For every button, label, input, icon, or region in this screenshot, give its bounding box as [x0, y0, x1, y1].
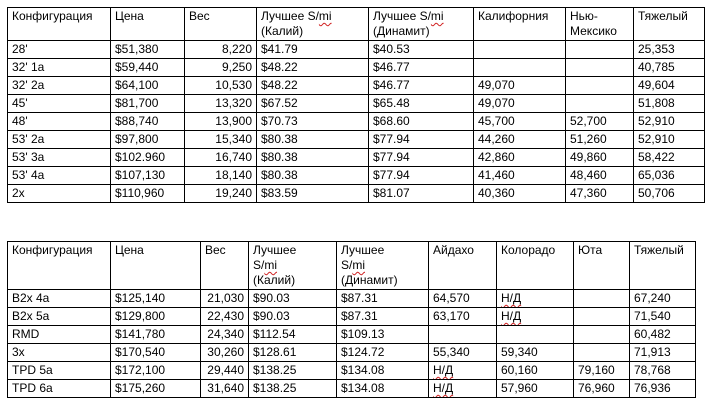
table-cell: 58,422 — [634, 149, 705, 167]
table-cell: $97,800 — [111, 131, 185, 149]
column-header: Тяжелый — [630, 242, 696, 290]
table-cell: Н/Д — [497, 308, 574, 326]
column-header: Лучшее S/mi (Динамит) — [337, 242, 429, 290]
table-cell: $67.52 — [257, 95, 369, 113]
table-cell: $81,700 — [111, 95, 185, 113]
table-cell: 24,340 — [201, 326, 249, 344]
table-row — [8, 131, 705, 149]
table-cell: $138.25 — [249, 362, 337, 380]
column-header: Цена — [111, 8, 185, 41]
table-cell: 76,936 — [630, 380, 696, 398]
table-cell: 13,900 — [185, 113, 257, 131]
table-row — [8, 326, 696, 344]
table-cell: 2x — [8, 185, 111, 203]
table-row — [8, 308, 696, 326]
table-cell: Н/Д — [497, 290, 574, 308]
table-cell: $46.77 — [369, 59, 474, 77]
table-cell: 52,910 — [634, 113, 705, 131]
table-cell — [574, 326, 630, 344]
table-cell: 44,260 — [474, 131, 566, 149]
column-header: Тяжелый — [634, 8, 705, 41]
table-cell: 16,740 — [185, 149, 257, 167]
table-row — [8, 113, 705, 131]
table-cell — [574, 308, 630, 326]
table-row — [8, 167, 705, 185]
table-cell: $112.54 — [249, 326, 337, 344]
table-cell: $41.79 — [257, 41, 369, 59]
table-cell: B2x 4a — [8, 290, 111, 308]
table-cell: 71,540 — [630, 308, 696, 326]
table-cell: $48.22 — [257, 77, 369, 95]
table-cell: $68.60 — [369, 113, 474, 131]
table-cell: $87.31 — [337, 290, 429, 308]
table-cell: 65,036 — [634, 167, 705, 185]
table-cell: $172,100 — [111, 362, 201, 380]
table-cell: $64,100 — [111, 77, 185, 95]
table-cell: 63,170 — [429, 308, 497, 326]
table-cell: $77.94 — [369, 131, 474, 149]
table-cell: B2x 5a — [8, 308, 111, 326]
table-row — [8, 290, 696, 308]
table-cell: $124.72 — [337, 344, 429, 362]
table-cell: 51,260 — [566, 131, 634, 149]
table-cell: $134.08 — [337, 380, 429, 398]
table-row — [8, 95, 705, 113]
table-cell: 67,240 — [630, 290, 696, 308]
table-cell: 51,808 — [634, 95, 705, 113]
table-row — [8, 185, 705, 203]
table-cell: 25,353 — [634, 41, 705, 59]
table-row — [8, 77, 705, 95]
table-cell: 18,140 — [185, 167, 257, 185]
table-cell: Н/Д — [429, 362, 497, 380]
table-cell: $138.25 — [249, 380, 337, 398]
table-cell: $48.22 — [257, 59, 369, 77]
table-row — [8, 380, 696, 398]
table-cell: Н/Д — [429, 380, 497, 398]
table-cell: 13,320 — [185, 95, 257, 113]
table-cell: RMD — [8, 326, 111, 344]
column-header: Калифорния — [474, 8, 566, 41]
table-cell: $51,380 — [111, 41, 185, 59]
table-cell: $90.03 — [249, 290, 337, 308]
table-cell — [429, 326, 497, 344]
table-cell: 60,160 — [497, 362, 574, 380]
table-cell: 29,440 — [201, 362, 249, 380]
table-cell: $80.38 — [257, 167, 369, 185]
table-cell: 52,910 — [634, 131, 705, 149]
table-cell: $87.31 — [337, 308, 429, 326]
table-cell: 76,960 — [574, 380, 630, 398]
table-cell: 9,250 — [185, 59, 257, 77]
table-cell: 22,430 — [201, 308, 249, 326]
column-header: Лучшее S/mi (Динамит) — [369, 8, 474, 41]
table-cell: 49,860 — [566, 149, 634, 167]
table-cell: $170,540 — [111, 344, 201, 362]
table-cell — [574, 290, 630, 308]
table-cell: 64,570 — [429, 290, 497, 308]
table-cell: $125,140 — [111, 290, 201, 308]
table-cell: $109.13 — [337, 326, 429, 344]
column-header: Колорадо — [497, 242, 574, 290]
table-cell: 50,706 — [634, 185, 705, 203]
table-cell: 53' 2a — [8, 131, 111, 149]
table-cell: $65.48 — [369, 95, 474, 113]
table-cell — [574, 344, 630, 362]
table-cell: 60,482 — [630, 326, 696, 344]
table-cell — [566, 41, 634, 59]
column-header: Конфигурация — [8, 242, 111, 290]
table-cell: $80.38 — [257, 131, 369, 149]
column-header: Вес — [185, 8, 257, 41]
table-cell: TPD 5a — [8, 362, 111, 380]
table-cell: $175,260 — [111, 380, 201, 398]
column-header: Цена — [111, 242, 201, 290]
table-cell: $107,130 — [111, 167, 185, 185]
table-cell: $81.07 — [369, 185, 474, 203]
table-cell: $88,740 — [111, 113, 185, 131]
table-cell: 47,360 — [566, 185, 634, 203]
column-header: Юта — [574, 242, 630, 290]
table-cell: 71,913 — [630, 344, 696, 362]
table-row — [8, 362, 696, 380]
table-cell: 28' — [8, 41, 111, 59]
table-cell: 53' 3a — [8, 149, 111, 167]
table-cell: 15,340 — [185, 131, 257, 149]
table-cell: 59,340 — [497, 344, 574, 362]
table-cell — [474, 41, 566, 59]
table-cell: $40.53 — [369, 41, 474, 59]
table-cell: $59,440 — [111, 59, 185, 77]
table-cell: 45' — [8, 95, 111, 113]
table-row — [8, 344, 696, 362]
table-cell: 53' 4a — [8, 167, 111, 185]
table-cell: 19,240 — [185, 185, 257, 203]
table-cell: 45,700 — [474, 113, 566, 131]
column-header: Лучшее S/mi (Калий) — [257, 8, 369, 41]
table-cell: $134.08 — [337, 362, 429, 380]
table-cell: 79,160 — [574, 362, 630, 380]
table-cell: 31,640 — [201, 380, 249, 398]
configuration-table-1 — [7, 7, 705, 203]
table-cell: $110,960 — [111, 185, 185, 203]
table-cell: $141,780 — [111, 326, 201, 344]
table-cell: 78,768 — [630, 362, 696, 380]
table-cell: 3x — [8, 344, 111, 362]
table-cell: 52,700 — [566, 113, 634, 131]
table-cell: $80.38 — [257, 149, 369, 167]
table-cell: 10,530 — [185, 77, 257, 95]
table-cell: $46.77 — [369, 77, 474, 95]
table-cell: $83.59 — [257, 185, 369, 203]
table-cell: 49,604 — [634, 77, 705, 95]
column-header: Айдахо — [429, 242, 497, 290]
table-cell: $70.73 — [257, 113, 369, 131]
table-cell: $128.61 — [249, 344, 337, 362]
table-cell: $102.960 — [111, 149, 185, 167]
table-cell: 41,460 — [474, 167, 566, 185]
column-header: Вес — [201, 242, 249, 290]
table-cell: 42,860 — [474, 149, 566, 167]
table-cell: $129,800 — [111, 308, 201, 326]
table-cell — [566, 59, 634, 77]
table-cell: 49,070 — [474, 77, 566, 95]
configuration-table-2 — [7, 241, 696, 398]
table-cell: 30,260 — [201, 344, 249, 362]
table-cell: 57,960 — [497, 380, 574, 398]
table-cell: 21,030 — [201, 290, 249, 308]
table-cell: 48' — [8, 113, 111, 131]
table-row — [8, 149, 705, 167]
table-cell: 32' 1a — [8, 59, 111, 77]
table-cell — [497, 326, 574, 344]
table-cell: 40,785 — [634, 59, 705, 77]
table-cell: 8,220 — [185, 41, 257, 59]
column-header: Лучшее S/mi (Калий) — [249, 242, 337, 290]
table-cell: $77.94 — [369, 167, 474, 185]
column-header: Конфигурация — [8, 8, 111, 41]
table-cell: $90.03 — [249, 308, 337, 326]
table-cell — [566, 77, 634, 95]
column-header: Нью- Мексико — [566, 8, 634, 41]
table-cell — [566, 95, 634, 113]
header-row — [8, 8, 705, 41]
table-row — [8, 59, 705, 77]
header-row — [8, 242, 696, 290]
table-cell: 32' 2a — [8, 77, 111, 95]
table-cell — [474, 59, 566, 77]
table-row — [8, 41, 705, 59]
table-cell: 48,460 — [566, 167, 634, 185]
table-cell: TPD 6a — [8, 380, 111, 398]
table-cell: 55,340 — [429, 344, 497, 362]
table-cell: $77.94 — [369, 149, 474, 167]
table-cell: 49,070 — [474, 95, 566, 113]
table-cell: 40,360 — [474, 185, 566, 203]
